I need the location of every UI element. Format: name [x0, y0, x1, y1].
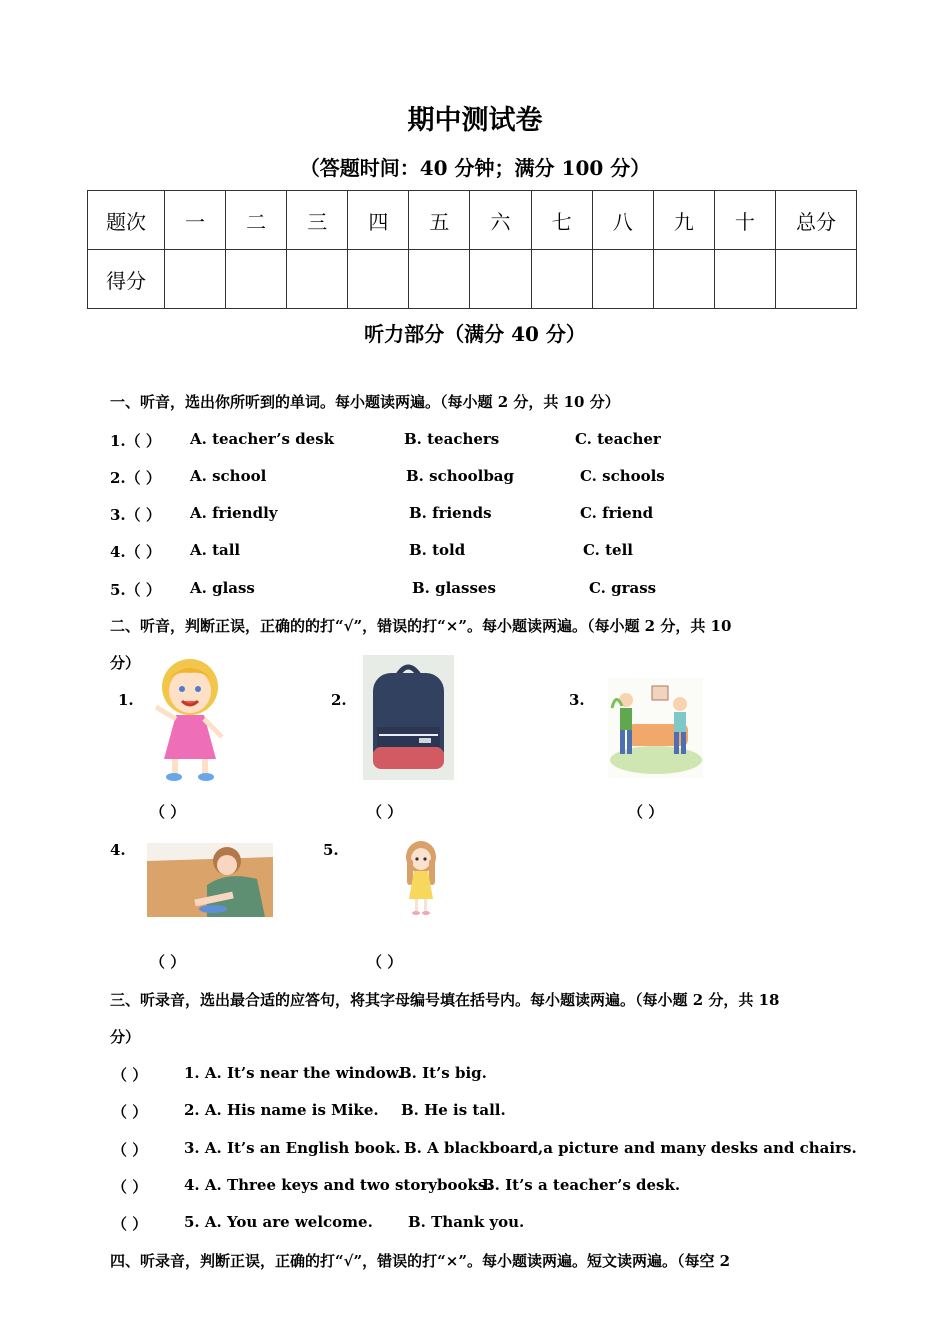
part2-heading-cont: 分） — [110, 654, 141, 672]
part3-option-a: 5. A. You are welcome. — [184, 1213, 373, 1231]
part1-option-b: B. told — [409, 541, 466, 559]
score-blank — [409, 250, 470, 309]
answer-blank[interactable]: （ ） — [367, 953, 403, 971]
part3-option-b: B. It’s big. — [399, 1064, 487, 1082]
schoolbag-picture — [363, 655, 454, 780]
part1-option-b: B. schoolbag — [406, 467, 515, 485]
girl-at-desk-picture — [147, 843, 273, 917]
part1-item-num: 2.（ ） — [110, 469, 161, 487]
page-title: 期中测试卷 — [407, 105, 543, 136]
answer-blank[interactable]: （ ） — [628, 803, 664, 821]
score-blank — [714, 250, 775, 309]
score-cell: 二 — [226, 191, 287, 250]
part1-option-b: B. glasses — [412, 579, 496, 597]
score-cell: 八 — [592, 191, 653, 250]
score-blank — [653, 250, 714, 309]
part1-option-a: A. tall — [190, 541, 241, 559]
score-blank — [470, 250, 531, 309]
answer-blank[interactable]: （ ） — [367, 803, 403, 821]
part2-label: 3. — [569, 691, 585, 709]
score-cell: 题次 — [88, 191, 165, 250]
part2-label: 5. — [323, 841, 339, 859]
part1-option-a: A. glass — [190, 579, 255, 597]
part2-label: 2. — [331, 691, 347, 709]
part1-option-a: A. teacher’s desk — [190, 430, 335, 448]
part1-option-c: C. grass — [589, 579, 657, 597]
score-blank — [287, 250, 348, 309]
part3-option-b: B. A blackboard,a picture and many desks and chairs. — [404, 1139, 857, 1157]
score-cell: 五 — [409, 191, 470, 250]
part2-label: 4. — [110, 841, 126, 859]
part1-heading: 一、听音，选出你所听到的单词。每小题读两遍。（每小题 2 分，共 10 分） — [110, 393, 620, 411]
score-blank — [348, 250, 409, 309]
score-cell: 十 — [714, 191, 775, 250]
score-table-score-row — [88, 250, 857, 309]
score-table-header-row — [88, 191, 857, 250]
part3-option-b: B. He is tall. — [401, 1101, 506, 1119]
part2-heading: 二、听音，判断正误，正确的的打“√”，错误的打“×”。每小题读两遍。（每小题 2 分，共 10 — [110, 617, 732, 635]
answer-blank[interactable]: （ ） — [150, 803, 186, 821]
part2-label: 1. — [118, 691, 134, 709]
score-cell: 总分 — [776, 191, 857, 250]
answer-paren[interactable]: （ ） — [112, 1178, 148, 1196]
score-cell: 七 — [531, 191, 592, 250]
part1-option-b: B. friends — [409, 504, 492, 522]
score-cell: 四 — [348, 191, 409, 250]
score-blank — [226, 250, 287, 309]
girl-pink-dress-picture — [150, 655, 230, 787]
classroom-people-picture — [608, 678, 703, 778]
part4-heading: 四、听录音，判断正误，正确的打“√”，错误的打“×”。每小题读两遍。短文读两遍。（每空 2 — [110, 1252, 731, 1270]
part3-option-a: 4. A. Three keys and two storybooks. — [184, 1176, 492, 1194]
answer-paren[interactable]: （ ） — [112, 1103, 148, 1121]
part1-item-num: 5.（ ） — [110, 581, 161, 599]
part1-option-c: C. tell — [583, 541, 633, 559]
part1-option-c: C. teacher — [575, 430, 661, 448]
part1-option-b: B. teachers — [404, 430, 500, 448]
score-blank — [531, 250, 592, 309]
part1-option-a: A. friendly — [190, 504, 278, 522]
score-cell: 六 — [470, 191, 531, 250]
girl-yellow-dress-picture — [401, 839, 441, 919]
part3-heading: 三、听录音，选出最合适的应答句，将其字母编号填在括号内。每小题读两遍。（每小题 2 分，共 18 — [110, 991, 780, 1009]
part1-option-a: A. school — [190, 467, 267, 485]
answer-paren[interactable]: （ ） — [112, 1066, 148, 1084]
part1-item-num: 1.（ ） — [110, 432, 161, 450]
score-cell: 一 — [165, 191, 226, 250]
score-blank — [592, 250, 653, 309]
exam-subtitle: （答题时间：40 分钟；满分 100 分） — [299, 156, 651, 180]
answer-blank[interactable]: （ ） — [150, 953, 186, 971]
part3-option-a: 1. A. It’s near the window. — [184, 1064, 403, 1082]
score-row-label: 得分 — [88, 250, 165, 309]
part3-option-a: 3. A. It’s an English book. — [184, 1139, 401, 1157]
part3-option-b: B. It’s a teacher’s desk. — [482, 1176, 681, 1194]
score-table — [87, 190, 857, 309]
score-blank — [165, 250, 226, 309]
score-blank — [776, 250, 857, 309]
answer-paren[interactable]: （ ） — [112, 1141, 148, 1159]
listening-section-title: 听力部分（满分 40 分） — [364, 322, 586, 346]
part3-heading-cont: 分） — [110, 1028, 141, 1046]
part1-item-num: 4.（ ） — [110, 543, 161, 561]
score-cell: 三 — [287, 191, 348, 250]
part3-option-b: B. Thank you. — [408, 1213, 525, 1231]
answer-paren[interactable]: （ ） — [112, 1215, 148, 1233]
score-cell: 九 — [653, 191, 714, 250]
part1-option-c: C. schools — [580, 467, 665, 485]
part1-item-num: 3.（ ） — [110, 506, 161, 524]
part3-option-a: 2. A. His name is Mike. — [184, 1101, 379, 1119]
part1-option-c: C. friend — [580, 504, 654, 522]
